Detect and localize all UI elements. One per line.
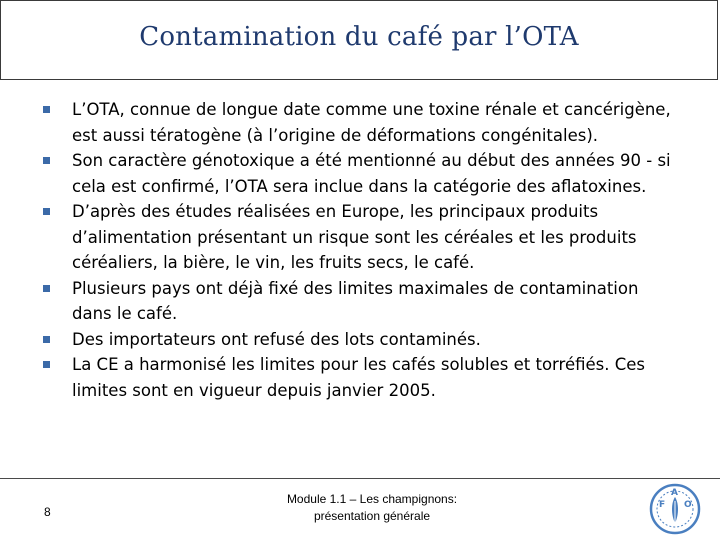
title-box [0,0,718,80]
fao-logo-icon [649,483,701,535]
bullet-text: Son caractère génotoxique a été mentionné au début des années 90 - si cela est confirmé, l’OTA sera inclue dans la catégorie des aflatoxines. [72,151,671,196]
slide-title: Contamination du café par l’OTA [139,22,579,52]
footer-caption [232,491,512,525]
bullet-item [40,276,680,327]
slide-footer [0,478,720,540]
bullet-item [40,148,680,199]
bullet-item [40,97,680,148]
logo-letter: A [671,488,678,498]
square-bullet-icon [43,285,50,292]
page-number: 8 [44,505,51,519]
logo-letter: O [684,500,692,510]
bullet-item [40,352,680,403]
square-bullet-icon [43,208,50,215]
bullet-text: Des importateurs ont refusé des lots contaminés. [72,329,481,349]
bullet-text: La CE a harmonisé les limites pour les cafés solubles et torréfiés. Ces limites sont en vigueur depuis janvier 2005. [72,355,646,400]
bullet-item [40,327,680,353]
bullet-text: L’OTA, connue de longue date comme une toxine rénale et cancérigène, est aussi tératogène (à l’origine de déformations congénitales). [72,100,671,145]
square-bullet-icon [43,361,50,368]
bullet-text: Plusieurs pays ont déjà fixé des limites maximales de contamination dans le café. [72,278,639,323]
footer-line-1: Module 1.1 – Les champignons: [286,492,458,506]
bullet-list [40,97,680,403]
square-bullet-icon [43,336,50,343]
bullet-item [40,199,680,276]
square-bullet-icon [43,157,50,164]
footer-line-2: présentation générale [313,509,431,523]
square-bullet-icon [43,106,50,113]
logo-letter: F [659,500,666,510]
bullet-text: D’après des études réalisées en Europe, les principaux produits d’alimentation présentant un risque sont les céréales et les produits céréaliers, la bière, le vin, les fruits secs, le café. [72,202,637,272]
